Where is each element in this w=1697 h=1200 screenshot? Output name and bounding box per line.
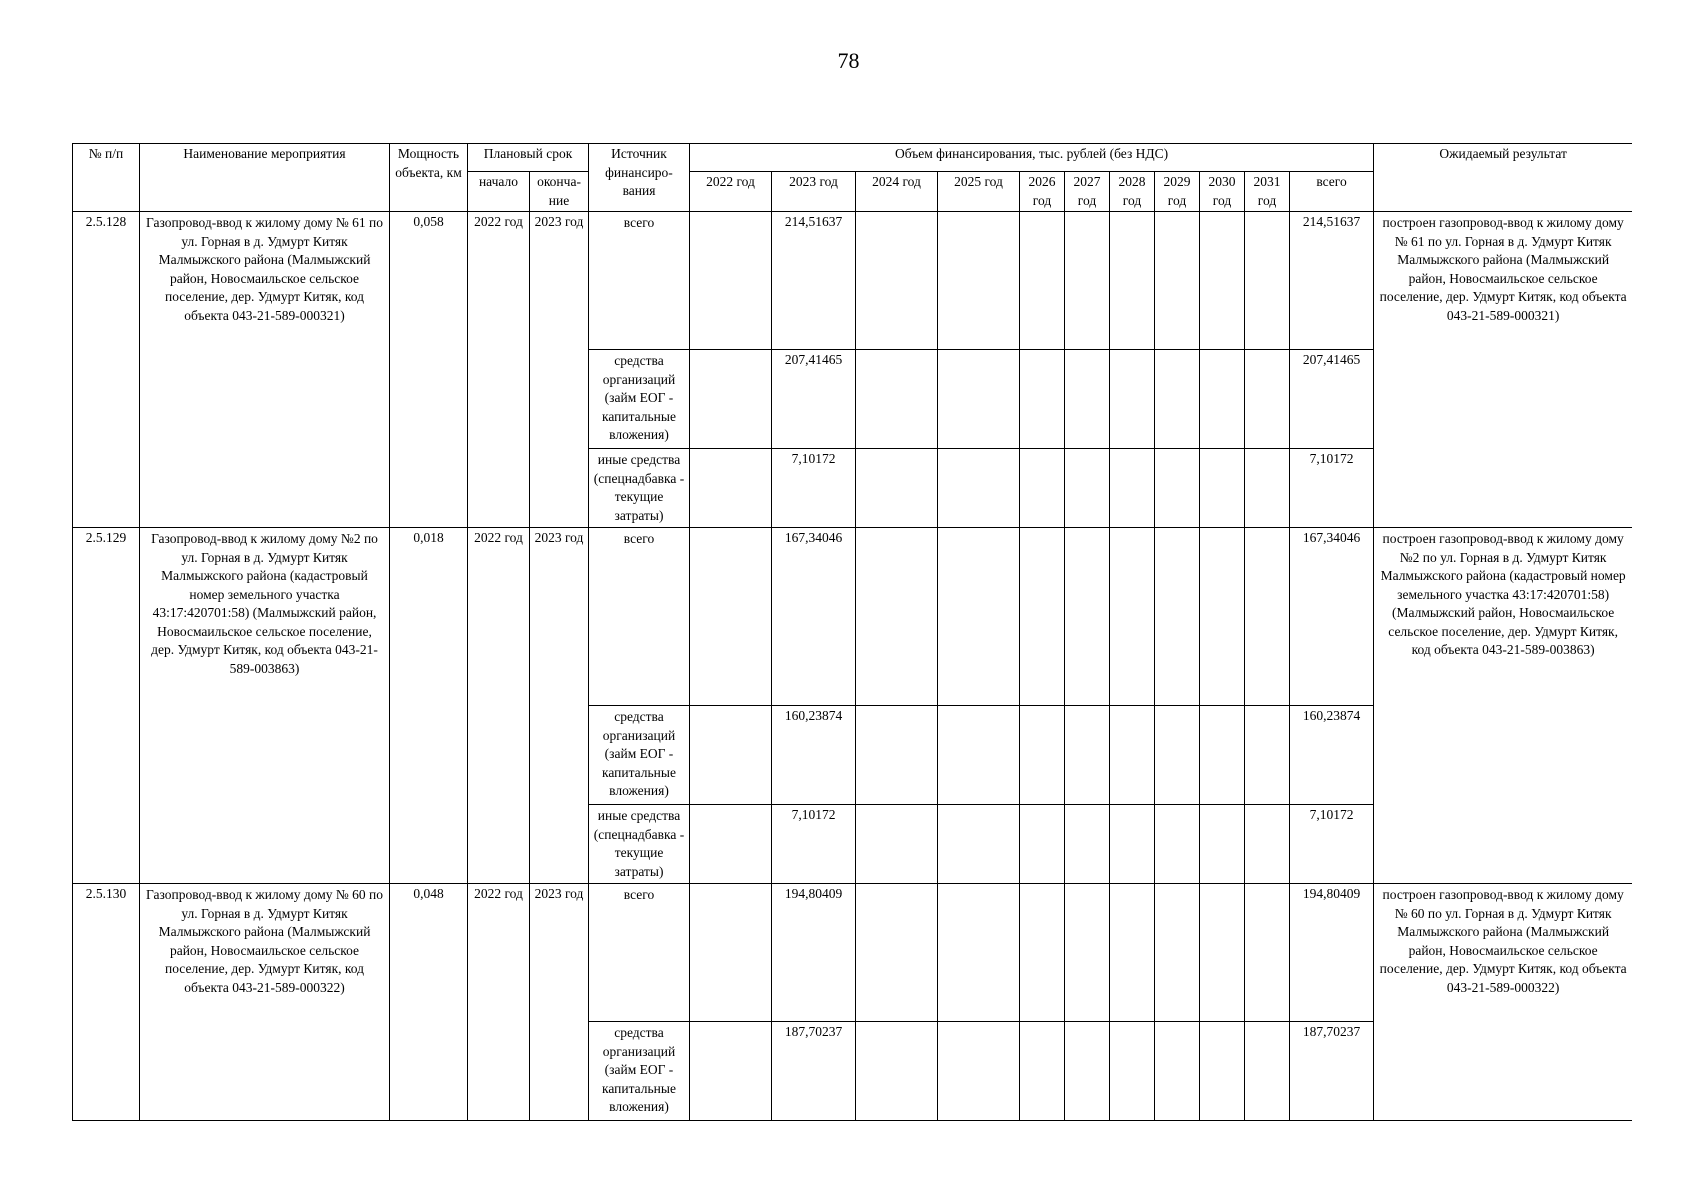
period-start-value: 2022 год	[468, 884, 530, 1121]
year-2026-value	[1020, 706, 1065, 805]
year-2030-value	[1200, 528, 1245, 706]
year-2031-value	[1245, 350, 1290, 449]
year-2030-value	[1200, 805, 1245, 884]
year-2029-value	[1155, 212, 1200, 350]
year-2029-value	[1155, 706, 1200, 805]
header-year-2022: 2022 год	[690, 172, 772, 212]
row-number: 2.5.128	[73, 212, 140, 528]
funding-source: всего	[589, 528, 690, 706]
year-2031-value	[1245, 449, 1290, 528]
funding-source: иные средства (спецнадбавка - текущие затраты)	[589, 449, 690, 528]
funding-source: иные средства (спецнадбавка - текущие затраты)	[589, 805, 690, 884]
year-2031-value	[1245, 1022, 1290, 1121]
funding-source: средства организаций (займ ЕОГ - капитальные вложения)	[589, 350, 690, 449]
header-year-2024: 2024 год	[856, 172, 938, 212]
header-period-start: начало	[468, 172, 530, 212]
year-2026-value	[1020, 449, 1065, 528]
expected-result: построен газопровод-ввод к жилому дому № 61 по ул. Горная в д. Удмурт Китяк Малмыжского района (Малмыжский район, Новосмаильское сельское поселение, дер. Удмурт Китяк, код объекта 043-21-589-000321)	[1374, 212, 1632, 528]
table-row	[73, 212, 1633, 350]
year-2024-value	[856, 884, 938, 1022]
year-2031-value	[1245, 805, 1290, 884]
year-2030-value	[1200, 449, 1245, 528]
header-year-2028: 2028 год	[1110, 172, 1155, 212]
year-2028-value	[1110, 212, 1155, 350]
year-2024-value	[856, 350, 938, 449]
year-2024-value	[856, 449, 938, 528]
year-2026-value	[1020, 805, 1065, 884]
header-year-2023: 2023 год	[772, 172, 856, 212]
total-value: 207,41465	[1290, 350, 1374, 449]
period-end-value: 2023 год	[530, 884, 589, 1121]
year-2030-value	[1200, 212, 1245, 350]
year-2029-value	[1155, 805, 1200, 884]
year-2031-value	[1245, 212, 1290, 350]
period-start-value: 2022 год	[468, 528, 530, 884]
total-value: 214,51637	[1290, 212, 1374, 350]
year-2029-value	[1155, 884, 1200, 1022]
header-year-2029: 2029 год	[1155, 172, 1200, 212]
total-value: 187,70237	[1290, 1022, 1374, 1121]
total-value: 160,23874	[1290, 706, 1374, 805]
year-2023-value: 7,10172	[772, 805, 856, 884]
year-2025-value	[938, 706, 1020, 805]
year-2030-value	[1200, 884, 1245, 1022]
year-2030-value	[1200, 350, 1245, 449]
year-2025-value	[938, 805, 1020, 884]
year-2027-value	[1065, 805, 1110, 884]
year-2023-value: 207,41465	[772, 350, 856, 449]
table-row	[73, 528, 1633, 706]
year-2023-value: 167,34046	[772, 528, 856, 706]
total-value: 7,10172	[1290, 805, 1374, 884]
expected-result: построен газопровод-ввод к жилому дому №2 по ул. Горная в д. Удмурт Китяк Малмыжского района (кадастровый номер земельного участка 43:17:420701:58) (Малмыжский район, Новосмаильское сельское поселение, дер. Удмурт Китяк, код объекта 043-21-589-003863)	[1374, 528, 1632, 884]
funding-source: средства организаций (займ ЕОГ - капитальные вложения)	[589, 706, 690, 805]
year-2025-value	[938, 884, 1020, 1022]
year-2030-value	[1200, 1022, 1245, 1121]
header-year-2026: 2026 год	[1020, 172, 1065, 212]
measure-name: Газопровод-ввод к жилому дому № 61 по ул. Горная в д. Удмурт Китяк Малмыжского района (Малмыжский район, Новосмаильское сельское поселение, дер. Удмурт Китяк, код объекта 043-21-589-000321)	[140, 212, 390, 528]
header-capacity: Мощность объекта, км	[390, 144, 468, 212]
capacity-value: 0,048	[390, 884, 468, 1121]
table-body	[73, 212, 1633, 1121]
year-2022-value	[690, 884, 772, 1022]
header-total: всего	[1290, 172, 1374, 212]
year-2022-value	[690, 1022, 772, 1121]
header-source: Источник финансиро-вания	[589, 144, 690, 212]
year-2031-value	[1245, 884, 1290, 1022]
measure-name: Газопровод-ввод к жилому дому № 60 по ул. Горная в д. Удмурт Китяк Малмыжского района (Малмыжский район, Новосмаильское сельское поселение, дер. Удмурт Китяк, код объекта 043-21-589-000322)	[140, 884, 390, 1121]
period-end-value: 2023 год	[530, 212, 589, 528]
header-period: Плановый срок	[468, 144, 589, 172]
year-2023-value: 160,23874	[772, 706, 856, 805]
year-2022-value	[690, 528, 772, 706]
capacity-value: 0,058	[390, 212, 468, 528]
header-year-2025: 2025 год	[938, 172, 1020, 212]
year-2024-value	[856, 805, 938, 884]
year-2025-value	[938, 350, 1020, 449]
year-2027-value	[1065, 212, 1110, 350]
header-name: Наименование мероприятия	[140, 144, 390, 212]
year-2029-value	[1155, 350, 1200, 449]
row-number: 2.5.130	[73, 884, 140, 1121]
year-2028-value	[1110, 1022, 1155, 1121]
capacity-value: 0,018	[390, 528, 468, 884]
year-2027-value	[1065, 350, 1110, 449]
expected-result: построен газопровод-ввод к жилому дому № 60 по ул. Горная в д. Удмурт Китяк Малмыжского района (Малмыжский район, Новосмаильское сельское поселение, дер. Удмурт Китяк, код объекта 043-21-589-000322)	[1374, 884, 1632, 1121]
year-2027-value	[1065, 528, 1110, 706]
year-2024-value	[856, 706, 938, 805]
header-funding: Объем финансирования, тыс. рублей (без НДС)	[690, 144, 1374, 172]
year-2023-value: 187,70237	[772, 1022, 856, 1121]
table-header	[73, 144, 1633, 212]
year-2031-value	[1245, 528, 1290, 706]
year-2023-value: 194,80409	[772, 884, 856, 1022]
year-2027-value	[1065, 449, 1110, 528]
header-result: Ожидаемый результат	[1374, 144, 1632, 212]
year-2028-value	[1110, 884, 1155, 1022]
total-value: 7,10172	[1290, 449, 1374, 528]
year-2025-value	[938, 212, 1020, 350]
header-period-end: оконча-ние	[530, 172, 589, 212]
year-2026-value	[1020, 528, 1065, 706]
table-row	[73, 884, 1633, 1022]
year-2028-value	[1110, 449, 1155, 528]
year-2025-value	[938, 449, 1020, 528]
year-2029-value	[1155, 449, 1200, 528]
total-value: 167,34046	[1290, 528, 1374, 706]
year-2031-value	[1245, 706, 1290, 805]
year-2023-value: 7,10172	[772, 449, 856, 528]
year-2026-value	[1020, 884, 1065, 1022]
table-wrapper	[72, 143, 1632, 1163]
year-2028-value	[1110, 528, 1155, 706]
header-year-2031: 2031 год	[1245, 172, 1290, 212]
measure-name: Газопровод-ввод к жилому дому №2 по ул. Горная в д. Удмурт Китяк Малмыжского района (кадастровый номер земельного участка 43:17:420701:58) (Малмыжский район, Новосмаильское сельское поселение, дер. Удмурт Китяк, код объекта 043-21-589-003863)	[140, 528, 390, 884]
year-2027-value	[1065, 706, 1110, 805]
year-2024-value	[856, 528, 938, 706]
year-2022-value	[690, 212, 772, 350]
year-2023-value: 214,51637	[772, 212, 856, 350]
header-year-2030: 2030 год	[1200, 172, 1245, 212]
year-2028-value	[1110, 805, 1155, 884]
year-2022-value	[690, 350, 772, 449]
funding-table	[72, 143, 1632, 1121]
year-2029-value	[1155, 528, 1200, 706]
year-2022-value	[690, 706, 772, 805]
year-2029-value	[1155, 1022, 1200, 1121]
year-2026-value	[1020, 1022, 1065, 1121]
year-2022-value	[690, 449, 772, 528]
year-2026-value	[1020, 350, 1065, 449]
year-2026-value	[1020, 212, 1065, 350]
period-end-value: 2023 год	[530, 528, 589, 884]
year-2024-value	[856, 1022, 938, 1121]
funding-source: всего	[589, 212, 690, 350]
funding-source: средства организаций (займ ЕОГ - капитальные вложения)	[589, 1022, 690, 1121]
year-2030-value	[1200, 706, 1245, 805]
header-year-2027: 2027 год	[1065, 172, 1110, 212]
year-2024-value	[856, 212, 938, 350]
year-2027-value	[1065, 884, 1110, 1022]
total-value: 194,80409	[1290, 884, 1374, 1022]
year-2025-value	[938, 1022, 1020, 1121]
header-num: № п/п	[73, 144, 140, 212]
year-2025-value	[938, 528, 1020, 706]
year-2028-value	[1110, 706, 1155, 805]
funding-source: всего	[589, 884, 690, 1022]
year-2022-value	[690, 805, 772, 884]
year-2027-value	[1065, 1022, 1110, 1121]
period-start-value: 2022 год	[468, 212, 530, 528]
row-number: 2.5.129	[73, 528, 140, 884]
year-2028-value	[1110, 350, 1155, 449]
page-number: 78	[837, 48, 860, 73]
